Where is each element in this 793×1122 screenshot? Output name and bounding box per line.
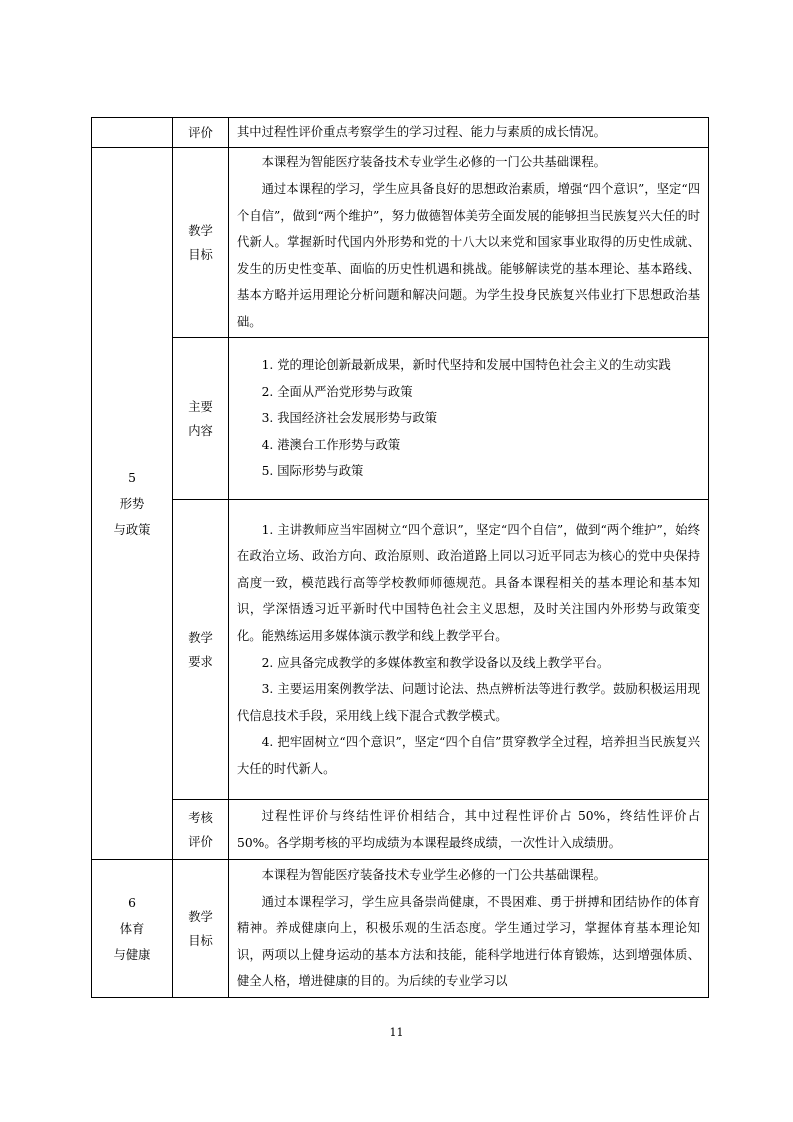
- row-label-teaching-goal: 教学 目标: [173, 148, 229, 338]
- course-number: 6: [128, 895, 136, 910]
- table-row: [92, 500, 709, 800]
- paragraph: 过程性评价与终结性评价相结合，其中过程性评价占 50%，终结性评价占 50%。各学期考核的平均成绩为本课程最终成绩，一次性计入成绩册。: [237, 808, 700, 850]
- list-item: 3. 主要运用案例教学法、问题讨论法、热点辨析法等进行教学。鼓励积极运用现代信息技术手段，采用线上线下混合式教学模式。: [237, 682, 700, 723]
- list-item: 2. 全面从严治党形势与政策: [261, 384, 413, 399]
- row-label-teaching-goal: 教学 目标: [173, 860, 229, 998]
- course-6-name-cell: [92, 860, 173, 998]
- row-label-assessment: 考核 评价: [173, 800, 229, 860]
- course-name-line1: 体育: [119, 921, 145, 936]
- paragraph: 通过本课程学习，学生应具备崇尚健康，不畏困难、勇于拼搏和团结协作的体育精神。养成健康向上，积极乐观的生活态度。学生通过学习，掌握体育基本理论知识，两项以上健身运动的基本方法和技能，能科学地进行体育锻炼，达到增强体质、健全人格，增进健康的目的。为后续的专业学习以: [237, 894, 700, 989]
- main-content: [229, 338, 709, 500]
- list-item: 5. 国际形势与政策: [261, 464, 364, 479]
- row-label-evaluation: 评价: [173, 118, 229, 148]
- course-5-name-cell: [92, 148, 173, 860]
- assessment-content: [229, 800, 709, 860]
- paragraph: 其中过程性评价重点考察学生的学习过程、能力与素质的成长情况。: [237, 125, 606, 140]
- teaching-goal-content: [229, 860, 709, 998]
- paragraph: 通过本课程的学习，学生应具备良好的思想政治素质，增强“四个意识”，坚定“四个自信”，做到“两个维护”，努力做德智体美劳全面发展的能够担当民族复兴大任的时代新人。掌握新时代国内外形势和党的十八大以来党和国家事业取得的历史性成就、发生的历史性变革、面临的历史性机遇和挑战。能够解读党的基本理论、基本路线、基本方略并运用理论分析问题和解决问题。为学生投身民族复兴伟业打下思想政治基础。: [237, 182, 700, 329]
- list-item: 2. 应具备完成教学的多媒体教室和教学设备以及线上教学平台。: [261, 655, 610, 670]
- teaching-requirements-content: [229, 500, 709, 800]
- row-label-main-content: 主要 内容: [173, 338, 229, 500]
- row-label-teaching-requirements: 教学 要求: [173, 500, 229, 800]
- list-item: 1. 党的理论创新最新成果，新时代坚持和发展中国特色社会主义的生动实践: [261, 358, 671, 373]
- table-row: [92, 148, 709, 338]
- course-name-line2: 与健康: [113, 947, 151, 962]
- list-item: 4. 把牢固树立“四个意识”，坚定“四个自信”贯穿教学全过程，培养担当民族复兴大任的时代新人。: [237, 735, 700, 776]
- table-row: [92, 860, 709, 998]
- list-item: 3. 我国经济社会发展形势与政策: [261, 411, 438, 426]
- table-row: [92, 338, 709, 500]
- course-name-line1: 形势: [119, 496, 145, 511]
- course-number: 5: [128, 470, 136, 485]
- curriculum-table: [91, 117, 709, 998]
- list-item: 4. 港澳台工作形势与政策: [261, 437, 401, 452]
- teaching-goal-content: [229, 148, 709, 338]
- table-row: [92, 118, 709, 148]
- page-number: 11: [389, 1026, 404, 1039]
- evaluation-content: [229, 118, 709, 148]
- category-cell-empty: [92, 118, 173, 148]
- course-name-line2: 与政策: [113, 522, 151, 537]
- paragraph: 本课程为智能医疗装备技术专业学生必修的一门公共基础课程。: [261, 155, 606, 170]
- paragraph: 本课程为智能医疗装备技术专业学生必修的一门公共基础课程。: [261, 868, 606, 883]
- table-row: [92, 800, 709, 860]
- list-item: 1. 主讲教师应当牢固树立“四个意识”，坚定“四个自信”，做到“两个维护”，始终在政治立场、政治方向、政治原则、政治道路上同以习近平同志为核心的党中央保持高度一致，模范践行高等学校教师师德规范。具备本课程相关的基本理论和基本知识，学深悟透习近平新时代中国特色社会主义思想，及时关注国内外形势与政策变化。能熟练运用多媒体演示教学和线上教学平台。: [237, 522, 700, 643]
